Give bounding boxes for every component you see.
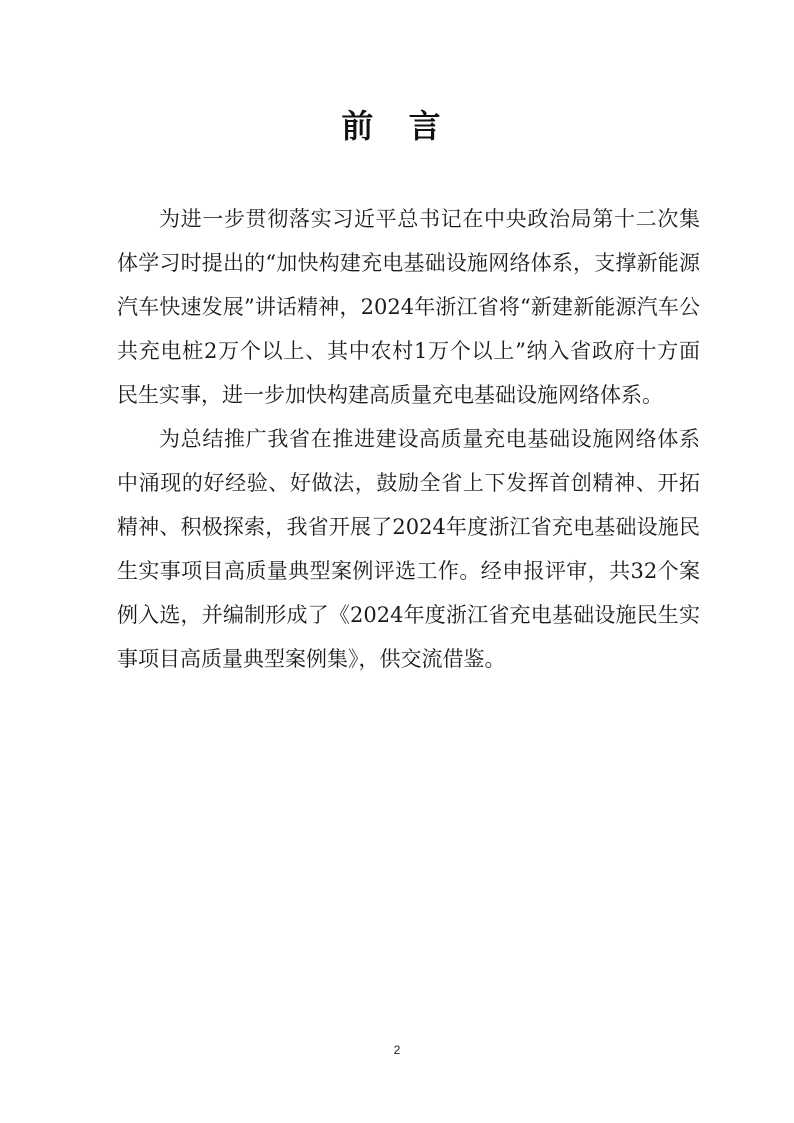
body-text (117, 197, 700, 681)
page-number: 2 (393, 1043, 401, 1057)
paragraph-2: 为总结推广我省在推进建设高质量充电基础设施网络体系中涌现的好经验、好做法，鼓励全省上下发挥首创精神、开拓精神、积极探索，我省开展了2024年度浙江省充电基础设施民生实事项目高质量典型案例评选工作。经申报评审，共32个案例入选，并编制形成了《2024年度浙江省充电基础设施民生实事项目高质量典型案例集》，供交流借鉴。 (117, 427, 700, 671)
page-title: 前 言 (341, 107, 453, 145)
paragraph-1: 为进一步贯彻落实习近平总书记在中央政治局第十二次集体学习时提出的“加快构建充电基础设施网络体系，支撑新能源汽车快速发展”讲话精神，2024年浙江省将“新建新能源汽车公共充电桩2万个以上、其中农村1万个以上”纳入省政府十方面民生实事，进一步加快构建高质量充电基础设施网络体系。 (117, 207, 700, 407)
